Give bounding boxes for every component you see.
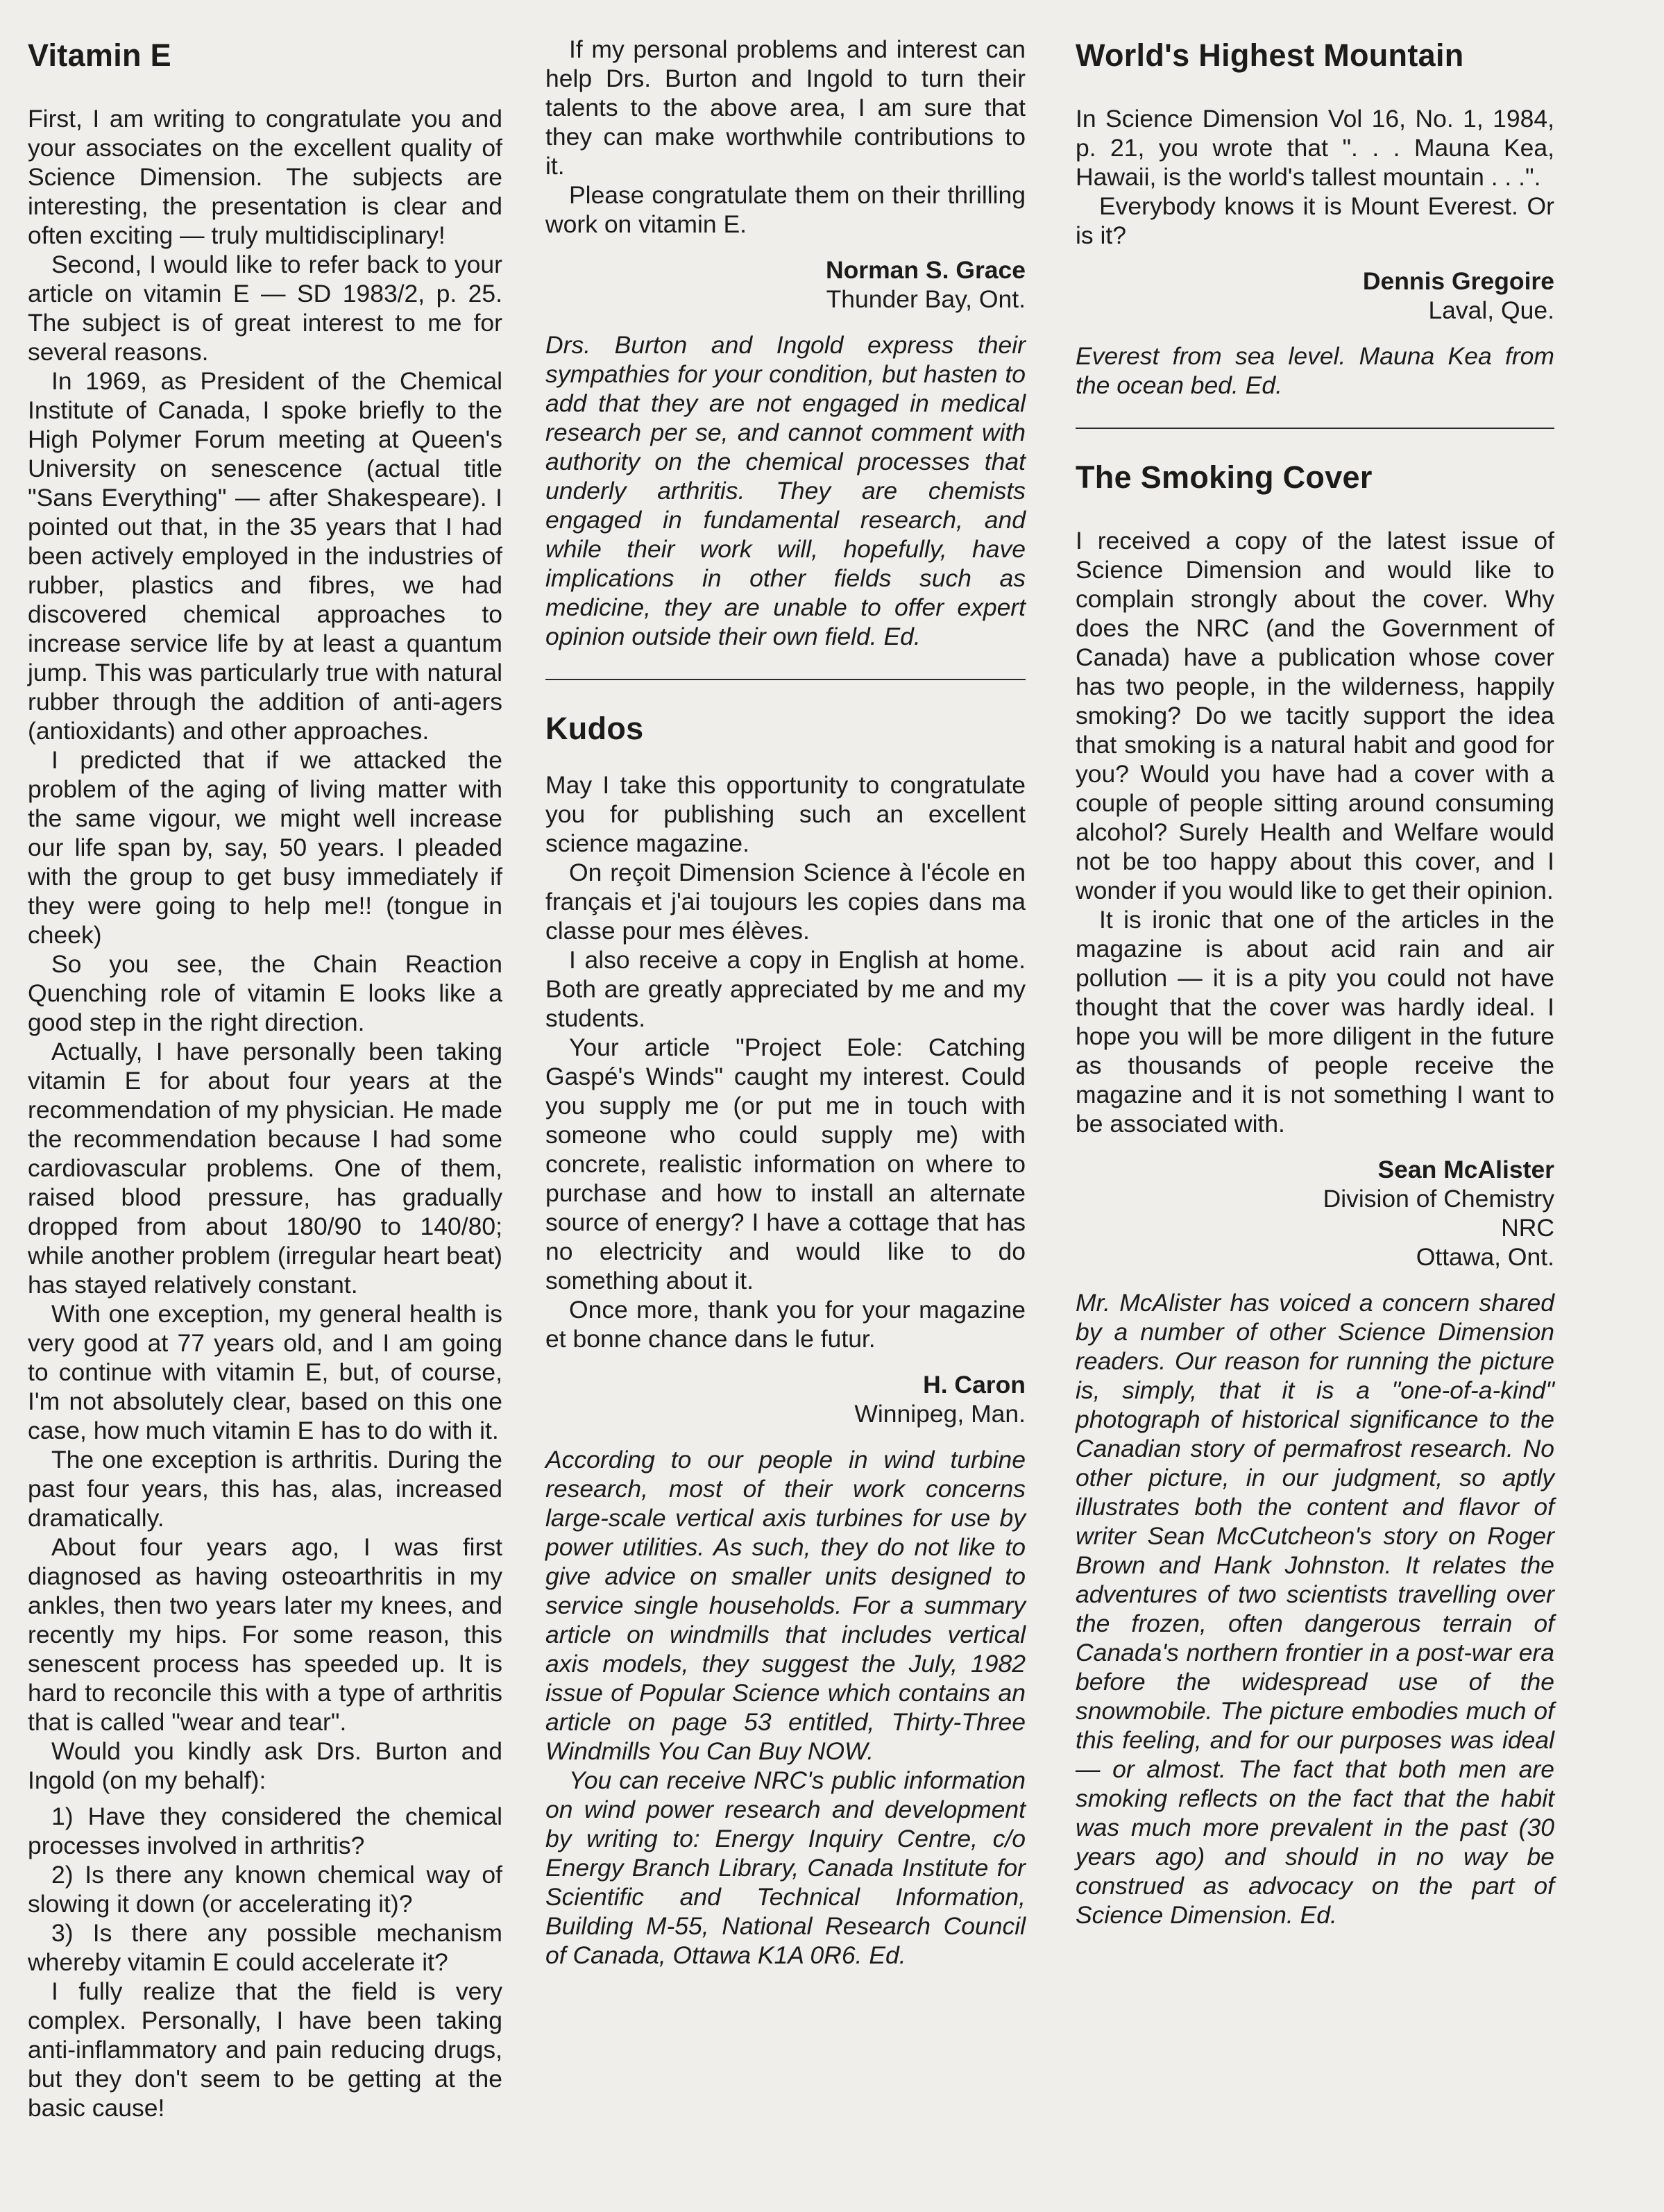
editor-reply-text: Drs. Burton and Ingold express their sympathies for your condition, but hasten to add that they are not engaged in medical research per se, and cannot comment with authority on the chemical processes that underly arthritis. They are chemists engaged in fundamental research, and while their work will, hopefully, have implications in other fields such as medicine, they are unable to offer expert opinion outside their own field. Ed. xyxy=(545,331,1026,650)
editor-reply xyxy=(545,330,1026,651)
letter-paragraph: I predicted that if we attacked the problem of the aging of living matter with the same vigour, we might well increase our life span by, say, 50 years. I pleaded with the group to get busy immediately if they were going to help me!! (tongue in cheek) xyxy=(28,746,502,949)
editor-reply xyxy=(1076,1288,1554,1930)
editor-reply xyxy=(1076,341,1554,400)
letter-paragraph: Everybody knows it is Mount Everest. Or is it? xyxy=(1076,192,1554,249)
letter-paragraph: Once more, thank you for your magazine et bonne chance dans le futur. xyxy=(545,1296,1026,1353)
letter-paragraph: Would you kindly ask Drs. Burton and Ingold (on my behalf): xyxy=(28,1737,502,1794)
question-item: 1) Have they considered the chemical processes involved in arthritis? xyxy=(28,1802,502,1859)
letter-paragraph: I received a copy of the latest issue of Science Dimension and would like to complain strongly about the cover. Why does the NRC (and the Government of Canada) have a publication whose cover has two people, in the wilderness, happily smoking? Do we tacitly support the idea that smoking is a natural habit and good for you? Would you have had a cover with a couple of people sitting around consuming alcohol? Surely Health and Welfare would not be too happy about this cover, and I wonder if you would like to get their opinion. xyxy=(1076,527,1554,904)
letter-paragraph: Please congratulate them on their thrilling work on vitamin E. xyxy=(545,181,1026,238)
signature-name: H. Caron xyxy=(923,1371,1026,1399)
question-item: 2) Is there any known chemical way of slowing it down (or accelerating it)? xyxy=(28,1861,502,1918)
letter-paragraph: It is ironic that one of the articles in the magazine is about acid rain and air pollution — it is a pity you could not have thought that the cover was hardly ideal. I hope you will be more diligent in the future as thousands of people receive the magazine and it is not something I want to be associated with. xyxy=(1076,906,1554,1138)
letter-paragraph: May I take this opportunity to congratulate you for publishing such an excellent science magazine. xyxy=(545,771,1026,857)
mountain-heading: World's Highest Mountain xyxy=(1076,37,1464,73)
letter-paragraph: If my personal problems and interest can help Drs. Burton and Ingold to turn their talents to the above area, I am sure that they can make worthwhile contributions to it. xyxy=(545,35,1026,180)
smoking-heading: The Smoking Cover xyxy=(1076,459,1373,495)
letter-paragraph: In 1969, as President of the Chemical Institute of Canada, I spoke briefly to the High Polymer Forum meeting at Queen's University on senescence (actual title "Sans Everything" — after Shakespeare). I pointed out that, in the 35 years that I had been actively employed in the industries of rubber, plastics and fibres, we had discovered chemical approaches to increase service life by at least a quantum jump. This was particularly true with natural rubber through the addition of anti-agers (antioxidants) and other approaches. xyxy=(28,367,502,745)
letter-paragraph: In Science Dimension Vol 16, No. 1, 1984, p. 21, you wrote that ". . . Mauna Kea, Hawaii, is the world's tallest mountain . . .". xyxy=(1076,105,1554,191)
signature-place: Laval, Que. xyxy=(1428,296,1554,324)
signature-name: Sean McAlister xyxy=(1377,1156,1554,1183)
letter-paragraph: First, I am writing to congratulate you and your associates on the excellent quality of Science Dimension. The subjects are interesting, the presentation is clear and often exciting — truly multidisciplinary! xyxy=(28,105,502,249)
signature-line: Division of Chemistry xyxy=(1323,1185,1554,1213)
signature-name: Dennis Gregoire xyxy=(1362,267,1554,295)
signature-place: Winnipeg, Man. xyxy=(854,1400,1026,1428)
editor-reply-text: You can receive NRC's public information on wind power research and development by writing to: Energy Inquiry Centre, c/o Energy Branch Library, Canada Institute for Scientific and Technical Information, Building M-55, National Research Council of Canada, Ottawa K1A 0R6. Ed. xyxy=(545,1766,1026,1969)
signature-caron xyxy=(545,1370,1026,1428)
editor-reply-text: Everest from sea level. Mauna Kea from the ocean bed. Ed. xyxy=(1076,342,1554,399)
editor-reply-text: Mr. McAlister has voiced a concern shared by a number of other Science Dimension readers. Our reason for running the picture is, simply, that it is a "one-of-a-kind" photograph of historical significance to the Canadian story of permafrost research. No other picture, in our judgment, so aptly illustrates both the content and flavor of writer Sean McCutcheon's story on Roger Brown and Hank Johnston. It relates the adventures of two scientists travelling over the frozen, often dangerous terrain of Canada's northern frontier in a post-war era before the widespread use of the snowmobile. The picture embodies much of this feeling, and for our purposes was ideal — or almost. The fact that both men are smoking reflects on the fact that the habit was much more prevalent in the past (30 years ago) and should in no way be construed as advocacy on the part of Science Dimension. Ed. xyxy=(1076,1289,1554,1929)
letter-paragraph: So you see, the Chain Reaction Quenching role of vitamin E looks like a good step in the right direction. xyxy=(28,950,502,1036)
letter-paragraph: Second, I would like to refer back to your article on vitamin E — SD 1983/2, p. 25. The subject is of great interest to me for several reasons. xyxy=(28,251,502,366)
signature-gregoire xyxy=(1076,267,1554,325)
letter-paragraph: On reçoit Dimension Science à l'école en français et j'ai toujours les copies dans ma classe pour mes élèves. xyxy=(545,859,1026,945)
letter-paragraph: Actually, I have personally been taking vitamin E for about four years at the recommendation of my physician. He made the recommendation because I had some cardiovascular problems. One of them, raised blood pressure, has gradually dropped from about 180/90 to 140/80; while another problem (irregular heart beat) has stayed relatively constant. xyxy=(28,1038,502,1299)
question-item: 3) Is there any possible mechanism whereby vitamin E could accelerate it? xyxy=(28,1919,502,1976)
column-1 xyxy=(28,35,502,2122)
signature-place: Ottawa, Ont. xyxy=(1416,1243,1554,1271)
editor-reply xyxy=(545,1445,1026,1970)
letter-paragraph: I fully realize that the field is very complex. Personally, I have been taking anti-inflammatory and pain reducing drugs, but they don't seem to be getting at the basic cause! xyxy=(28,1977,502,2122)
letter-paragraph: With one exception, my general health is very good at 77 years old, and I am going to continue with vitamin E, but, of course, I'm not absolutely clear, based on this one case, how much vitamin E has to do with it. xyxy=(28,1300,502,1444)
letter-paragraph: Your article "Project Eole: Catching Gaspé's Winds" caught my interest. Could you supply me (or put me in touch with someone who could supply me) with concrete, realistic information on where to purchase and how to install an alternate source of energy? I have a cottage that has no electricity and would like to do something about it. xyxy=(545,1033,1026,1294)
signature-name: Norman S. Grace xyxy=(825,256,1026,284)
letter-paragraph: The one exception is arthritis. During the past four years, this has, alas, increased dramatically. xyxy=(28,1446,502,1532)
letter-paragraph: I also receive a copy in English at home. Both are greatly appreciated by me and my students. xyxy=(545,946,1026,1032)
signature-mcalister xyxy=(1076,1155,1554,1272)
column-3 xyxy=(1076,35,1554,1930)
editor-reply-text: According to our people in wind turbine research, most of their work concerns large-scale vertical axis turbines for use by power utilities. As such, they do not like to give advice on smaller units designed to service single households. For a summary article on windmills that includes vertical axis models, they suggest the July, 1982 issue of Popular Science which contains an article on page 53 entitled, Thirty-Three Windmills You Can Buy NOW. xyxy=(545,1446,1026,1765)
vitamin-e-heading: Vitamin E xyxy=(28,37,171,73)
column-2 xyxy=(545,35,1026,1970)
signature-place: Thunder Bay, Ont. xyxy=(826,285,1026,313)
letter-paragraph: About four years ago, I was first diagnosed as having osteoarthritis in my ankles, then two years later my knees, and recently my hips. For some reason, this senescent process has speeded up. It is hard to reconcile this with a type of arthritis that is called "wear and tear". xyxy=(28,1533,502,1736)
kudos-heading: Kudos xyxy=(545,711,644,746)
signature-grace xyxy=(545,255,1026,314)
signature-line: NRC xyxy=(1501,1214,1554,1242)
